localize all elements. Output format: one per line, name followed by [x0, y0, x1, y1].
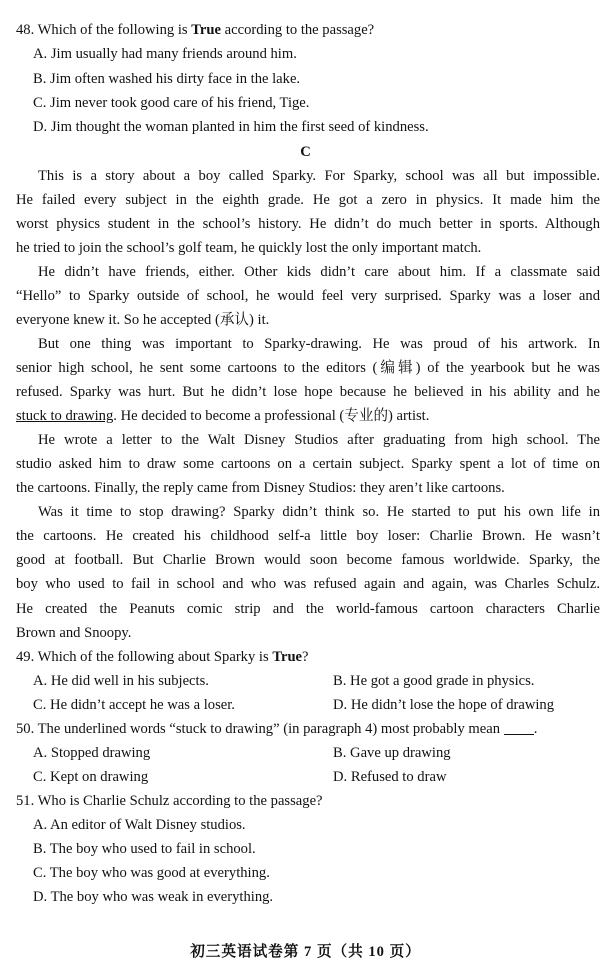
- q48-option-d: D. Jim thought the woman planted in him the first seed of kindness.: [33, 119, 429, 135]
- passage-line: studio asked him to draw some cartoons on a certain subject. Sparky spent a lot of time on: [16, 456, 600, 472]
- passage-line: worst physics student in the school’s history. He didn’t do much better in sports. Although: [16, 216, 600, 232]
- passage-line: Brown and Snoopy.: [16, 625, 132, 641]
- underlined-phrase: stuck to drawing: [16, 408, 114, 424]
- passage-line: good at football. But Charlie Brown would soon become famous worldwide. Sparky, the: [16, 552, 600, 568]
- q48-option-c: C. Jim never took good care of his friend, Tige.: [33, 95, 310, 111]
- question-48-stem: [16, 18, 600, 42]
- question-49-stem: [16, 645, 600, 669]
- question-51-stem: 51. Who is Charlie Schulz according to the passage?: [16, 793, 323, 809]
- q48-stem-post: according to the passage?: [220, 22, 375, 38]
- answer-blank: [504, 720, 534, 735]
- q50-row-2: [33, 765, 593, 789]
- passage-line: refused. Sparky was hurt. But he didn’t lose hope because he believed in his ability and he: [16, 384, 600, 400]
- passage-line: the cartoons. Finally, the reply came from Disney Studios: they aren’t like cartoons.: [16, 480, 505, 496]
- q48-stem-bold: True: [191, 22, 221, 38]
- passage-line: He wrote a letter to the Walt Disney Studios after graduating from high school. The: [38, 432, 600, 448]
- q50-stem-text: 50. The underlined words “stuck to drawing” (in paragraph 4) most probably mean: [16, 721, 501, 737]
- passage-line: he tried to join the school’s golf team, he quickly lost the only important match.: [16, 240, 482, 256]
- q48-option-b: B. Jim often washed his dirty face in the lake.: [33, 71, 301, 87]
- passage-line: [16, 404, 600, 428]
- passage-line: He didn’t have friends, either. Other kids didn’t care about him. If a classmate said: [38, 264, 600, 280]
- passage-line-rest: . He decided to become a professional (专业的) artist.: [113, 408, 430, 424]
- q49-stem-bold: True: [272, 649, 303, 665]
- q49-stem-post: ?: [302, 649, 309, 665]
- passage-line: everyone knew it. So he accepted (承认) it.: [16, 312, 270, 328]
- q49-option-c: C. He didn’t accept he was a loser.: [33, 697, 235, 713]
- q49-option-d: D. He didn’t lose the hope of drawing: [333, 697, 555, 713]
- passage-line: Was it time to stop drawing? Sparky didn’t think so. He started to put his own life in: [38, 504, 600, 520]
- q49-row-2: [33, 693, 593, 717]
- q50-option-a: A. Stopped drawing: [33, 745, 151, 761]
- q49-row-1: [33, 669, 593, 693]
- question-50-stem: [16, 717, 600, 741]
- q50-option-c: C. Kept on drawing: [33, 769, 149, 785]
- q51-option-b: B. The boy who used to fail in school.: [33, 841, 256, 857]
- section-heading: C: [300, 144, 311, 160]
- passage-line: senior high school, he sent some cartoons to the editors (编辑) of the yearbook but he was: [16, 360, 600, 376]
- q50-option-b: B. Gave up drawing: [333, 745, 451, 761]
- passage-line: But one thing was important to Sparky-drawing. He was proud of his artwork. In: [38, 336, 600, 352]
- q49-option-a: A. He did well in his subjects.: [33, 673, 209, 689]
- passage-line: He created the Peanuts comic strip and the world-famous cartoon characters Charlie: [16, 601, 600, 617]
- passage-line: the cartoons. He created his childhood self-a little boy loser: Charlie Brown. He wasn’t: [16, 528, 600, 544]
- passage-line: “Hello” to Sparky outside of school, he would feel very surprised. Sparky was a loser and: [16, 288, 600, 304]
- passage-line: He failed every subject in the eighth grade. He got a zero in physics. It made him the: [16, 192, 600, 208]
- q49-stem-pre: 49. Which of the following about Sparky is: [16, 649, 273, 665]
- page-footer: 初三英语试卷第 7 页（共 10 页）: [190, 944, 421, 960]
- q48-stem-pre: 48. Which of the following is: [16, 22, 192, 38]
- q51-option-c: C. The boy who was good at everything.: [33, 865, 270, 881]
- q49-option-b: B. He got a good grade in physics.: [333, 673, 535, 689]
- q48-option-a: A. Jim usually had many friends around him.: [33, 46, 297, 62]
- q51-option-a: A. An editor of Walt Disney studios.: [33, 817, 246, 833]
- q51-option-d: D. The boy who was weak in everything.: [33, 889, 274, 905]
- passage-line: This is a story about a boy called Sparky. For Sparky, school was all but impossible.: [38, 168, 600, 184]
- q50-row-1: [33, 741, 593, 765]
- q50-stem-end: .: [533, 721, 538, 737]
- q50-option-d: D. Refused to draw: [333, 769, 447, 785]
- passage-line: boy who used to fail in school and who was refused again and again, was Charles Schulz.: [16, 576, 600, 592]
